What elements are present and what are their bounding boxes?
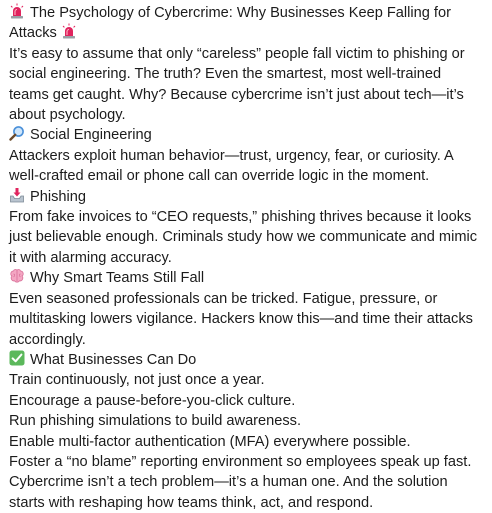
section-heading-text: Phishing xyxy=(30,188,86,205)
post-title-text: The Psychology of Cybercrime: Why Businesses Keep Falling for Attacks xyxy=(9,5,451,42)
brain-icon xyxy=(9,268,25,284)
section-body-social-engineering: Attackers exploit human behavior—trust, urgency, fear, or curiosity. A well-crafted email or phone call can override logic in the moment. xyxy=(9,147,453,185)
section-body-phishing: From fake invoices to “CEO requests,” phishing thrives because it looks just believable enough. Criminals study how we communicate and mimic it with alarming accuracy. xyxy=(9,209,478,266)
section-heading-text: What Businesses Can Do xyxy=(30,351,197,368)
section-body-why-smart-teams: Even seasoned professionals can be tricked. Fatigue, pressure, or multitasking lowers vigilance. Hackers know this—and time their attacks accordingly. xyxy=(9,290,473,348)
closing-paragraph: Cybercrime isn’t a tech problem—it’s a human one. And the solution starts with reshaping how teams think, act, and respond. xyxy=(9,474,448,511)
list-item: Foster a “no blame” reporting environment so employees speak up fast. xyxy=(9,453,472,470)
list-item: Run phishing simulations to build awareness. xyxy=(9,413,302,430)
inbox-tray-icon xyxy=(9,187,25,203)
list-item: Train continuously, not just once a year. xyxy=(9,372,265,389)
section-heading-text: Why Smart Teams Still Fall xyxy=(30,270,205,287)
check-mark-button-icon xyxy=(9,350,25,366)
magnifying-glass-icon xyxy=(9,125,25,141)
siren-icon xyxy=(61,23,77,39)
siren-icon xyxy=(9,3,25,19)
list-item: Enable multi-factor authentication (MFA) everywhere possible. xyxy=(9,433,411,450)
list-item: Encourage a pause-before-you-click culture. xyxy=(9,392,296,409)
section-heading-phishing xyxy=(9,187,484,207)
section-heading-why-smart-teams xyxy=(9,268,484,288)
intro-paragraph: It’s easy to assume that only “careless” people fall victim to phishing or social engineering. The truth? Even the smartest, most well-trained teams get caught. Why? Because cybercrime isn’t just about tech—it’s about psychology. xyxy=(9,45,465,124)
section-heading-what-businesses-can-do xyxy=(9,350,484,370)
post-title xyxy=(9,3,484,44)
section-heading-text: Social Engineering xyxy=(30,127,152,144)
section-heading-social-engineering xyxy=(9,125,484,145)
